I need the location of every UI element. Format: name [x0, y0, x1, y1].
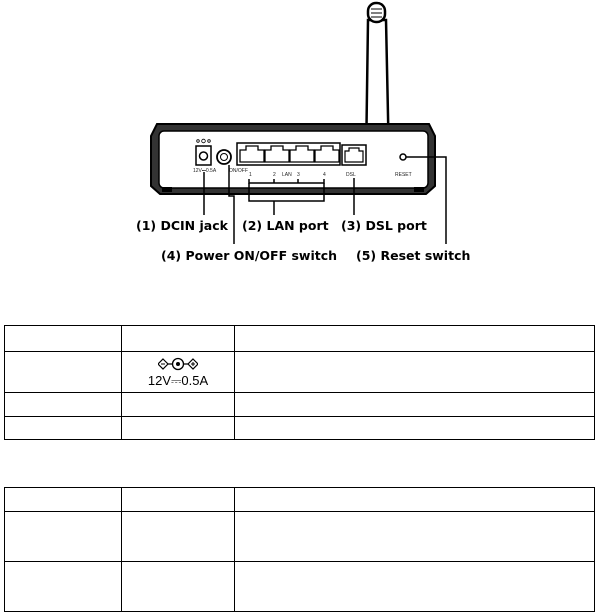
dc-rating-text: 12V⎓0.5A	[147, 372, 209, 388]
dc-polarity-cell	[122, 352, 235, 393]
table-cell	[5, 393, 122, 417]
lan1-label: 1	[249, 172, 252, 178]
power-switch-callout: (4) Power ON/OFF switch	[161, 248, 338, 263]
table-cell	[5, 488, 122, 512]
reset-panel-label: RESET	[395, 172, 412, 178]
table-cell	[122, 562, 235, 612]
lan-word-label: LAN	[282, 172, 292, 178]
table-cell	[235, 326, 595, 352]
table-row	[5, 512, 595, 562]
table-cell	[235, 417, 595, 440]
lan-port-callout: (2) LAN port	[242, 218, 329, 233]
table-row	[5, 326, 595, 352]
table-cell	[122, 512, 235, 562]
table-cell	[122, 393, 235, 417]
table-2	[4, 487, 595, 612]
dc-polarity-symbol	[148, 357, 208, 387]
on-off-label: ON/OFF	[229, 168, 248, 174]
dc-polarity-icon	[158, 357, 198, 371]
dc-rating-label: 12V⎓0.5A	[193, 168, 217, 174]
table-row	[5, 352, 595, 393]
table-row	[5, 488, 595, 512]
table-1	[4, 325, 595, 440]
lan4-label: 4	[323, 172, 326, 178]
table-cell	[122, 488, 235, 512]
table-cell	[235, 562, 595, 612]
table-cell	[122, 417, 235, 440]
router-rear-panel-figure	[0, 0, 596, 275]
table-cell	[5, 352, 122, 393]
table-row	[5, 562, 595, 612]
table-cell	[5, 562, 122, 612]
table-row	[5, 393, 595, 417]
table-cell	[235, 352, 595, 393]
dcin-jack-callout: (1) DCIN jack	[136, 218, 228, 233]
table-cell	[235, 488, 595, 512]
lan2-label: 2	[273, 172, 276, 178]
reset-switch-callout: (5) Reset switch	[356, 248, 471, 263]
table-row	[5, 417, 595, 440]
lan3-label: 3	[297, 172, 300, 178]
dsl-panel-label: DSL	[346, 172, 356, 178]
table-cell	[235, 393, 595, 417]
table-cell	[5, 417, 122, 440]
table-cell	[235, 512, 595, 562]
table-cell	[5, 512, 122, 562]
table-cell	[122, 326, 235, 352]
dsl-port-callout: (3) DSL port	[341, 218, 427, 233]
table-cell	[5, 326, 122, 352]
